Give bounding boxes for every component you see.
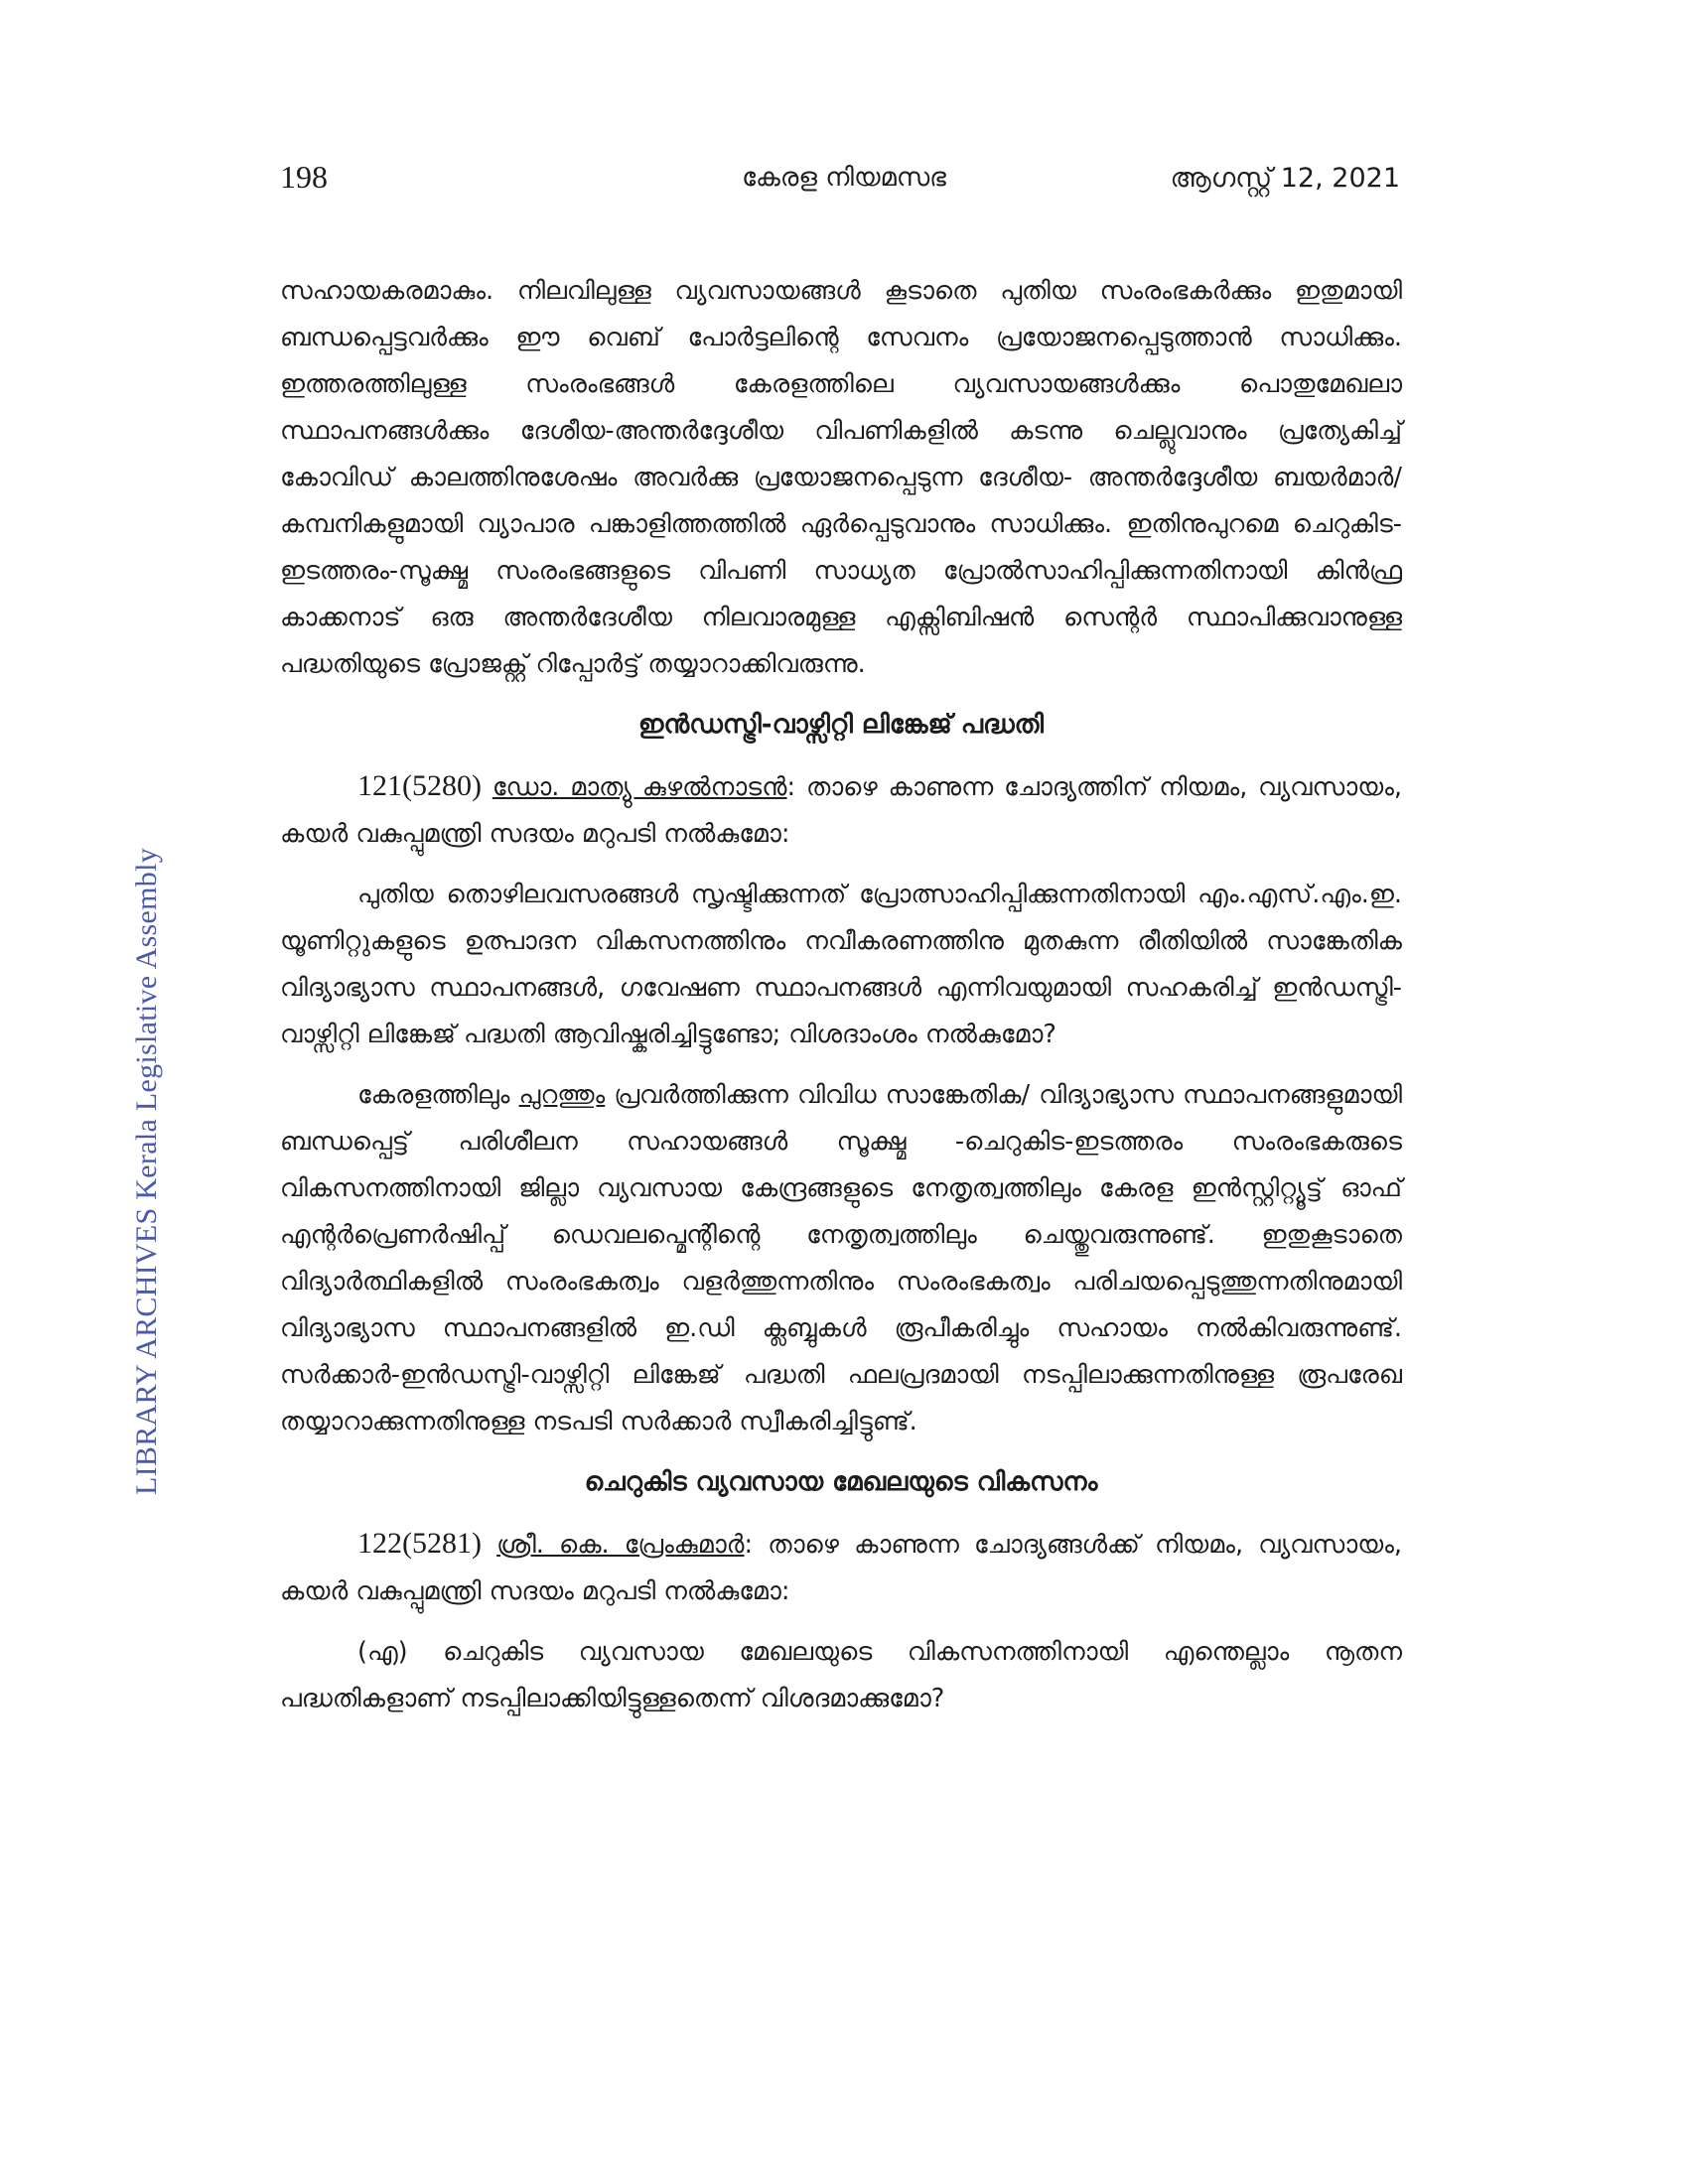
question-121-text: പുതിയ തൊഴിലവസരങ്ങൾ സൃഷ്ടിക്കുന്നത് പ്രോത്സാഹിപ്പിക്കുന്നതിനായി എം.എസ്.എം.ഇ. യൂണിറ്റുകളുടെ ഉത്പാദന വികസനത്തിനും നവീകരണത്തിനു മുതകുന്ന രീതിയിൽ സാങ്കേതിക വിദ്യാഭ്യാസ സ്ഥാപനങ്ങൾ, ഗവേഷണ സ്ഥാപനങ്ങൾ എന്നിവയുമായി സഹകരിച്ച് ഇൻഡസ്ട്രി-വാഴ്സിറ്റി ലിങ്കേജ് പദ്ധതി ആവിഷ്കരിച്ചിട്ടുണ്ടോ; വിശദാംശം നൽകുമോ? xyxy=(280,880,1402,1049)
answer-underlined-word: പുറത്തും xyxy=(518,1080,606,1110)
page-header-title: കേരള നിയമസഭ xyxy=(742,163,946,193)
answer-121-text xyxy=(280,1072,1402,1445)
question-122-part-a: (എ) ചെറുകിട വ്യവസായ മേഖലയുടെ വികസനത്തിനായി എന്തെല്ലാം നൂതന പദ്ധതികളാണ് നടപ്പിലാക്കിയിട്ടുള്ളതെന്ന് വിശദമാക്കുമോ? xyxy=(280,1637,1402,1713)
document-body xyxy=(280,268,1402,1722)
section-heading-industry-varsity: ഇൻഡസ്ട്രി-വാഴ്സിറ്റി ലിങ്കേജ് പദ്ധതി xyxy=(637,710,1045,740)
intro-paragraph: സഹായകരമാകും. നിലവിലുള്ള വ്യവസായങ്ങൾ കൂടാതെ പുതിയ സംരംഭകർക്കും ഇതുമായി ബന്ധപ്പെട്ടവർക്കും ഈ വെബ് പോർട്ടലിന്റെ സേവനം പ്രയോജനപ്പെടുത്താൻ സാധിക്കും. ഇത്തരത്തിലുള്ള സംരംഭങ്ങൾ കേരളത്തിലെ വ്യവസായങ്ങൾക്കും പൊതുമേഖലാ സ്ഥാപനങ്ങൾക്കും ദേശീയ-അന്തർദ്ദേശീയ വിപണികളിൽ കടന്നു ചെല്ലുവാനും പ്രത്യേകിച്ച് കോവിഡ് കാലത്തിനുശേഷം അവർക്കു പ്രയോജനപ്പെടുന്ന ദേശീയ- അന്തർദ്ദേശീയ ബയർമാർ/ കമ്പനികളുമായി വ്യാപാര പങ്കാളിത്തത്തിൽ ഏർപ്പെടുവാനും സാധിക്കും. ഇതിനുപുറമെ ചെറുകിട-ഇടത്തരം-സൂക്ഷ്മ സംരംഭങ്ങളുടെ വിപണി സാധ്യത പ്രോൽസാഹിപ്പിക്കുന്നതിനായി കിൻഫ്ര കാക്കനാട് ഒരു അന്തർദേശീയ നിലവാരമുള്ള എക്സിബിഷൻ സെന്റർ സ്ഥാപിക്കുവാനുള്ള പദ്ധതിയുടെ പ്രോജക്റ്റ് റിപ്പോർട്ട് തയ്യാറാക്കിവരുന്നു. xyxy=(280,276,1402,679)
question-121-intro xyxy=(280,762,1402,858)
member-name: ശ്രീ. കെ. പ്രേംകുമാർ xyxy=(496,1530,745,1560)
answer-text-start: കേരളത്തിലും xyxy=(357,1080,519,1110)
question-number: 121(5280) xyxy=(357,769,482,802)
section-heading-small-industry: ചെറുകിട വ്യവസായ മേഖലയുടെ വികസനം xyxy=(584,1467,1098,1497)
question-number: 122(5281) xyxy=(357,1527,482,1560)
member-name: ഡോ. മാത്യു കുഴൽനാടൻ xyxy=(492,772,787,802)
question-122-intro xyxy=(280,1520,1402,1615)
archive-watermark: LIBRARY ARCHIVES Kerala Legislative Assembly xyxy=(130,847,163,1496)
question-intro-text: : താഴെ കാണുന്ന ചോദ്യത്തിന് നിയമം, വ്യവസായം, കയർ വകുപ്പുമന്ത്രി സദയം മറുപടി നൽകുമോ: xyxy=(280,772,1402,849)
page-header-date: ആഗസ്റ്റ് 12, 2021 xyxy=(1170,163,1400,194)
question-intro-text: : താഴെ കാണുന്ന ചോദ്യങ്ങൾക്ക് നിയമം, വ്യവസായം, കയർ വകുപ്പുമന്ത്രി സദയം മറുപടി നൽകുമോ: xyxy=(280,1530,1402,1606)
page-number: 198 xyxy=(280,159,328,195)
answer-text-rest: പ്രവർത്തിക്കുന്ന വിവിധ സാങ്കേതിക/ വിദ്യാഭ്യാസ സ്ഥാപനങ്ങളുമായി ബന്ധപ്പെട്ട് പരിശീലന സഹായങ്ങൾ സൂക്ഷ്മ -ചെറുകിട-ഇടത്തരം സംരംഭകരുടെ വികസനത്തിനായി ജില്ലാ വ്യവസായ കേന്ദ്രങ്ങളുടെ നേതൃത്വത്തിലും കേരള ഇൻസ്റ്റിറ്റ്യൂട്ട് ഓഫ് എന്റർപ്രെണർഷിപ്പ് ഡെവലപ്മെന്റിന്റെ നേതൃത്വത്തിലും ചെയ്തുവരുന്നുണ്ട്. ഇതുകൂടാതെ വിദ്യാർത്ഥികളിൽ സംരംഭകത്വം വളർത്തുന്നതിനും സംരംഭകത്വം പരിചയപ്പെടുത്തുന്നതിനുമായി വിദ്യാഭ്യാസ സ്ഥാപനങ്ങളിൽ ഇ.ഡി ക്ലബ്ബുകൾ രൂപീകരിച്ചും സഹായം നൽകിവരുന്നുണ്ട്. സർക്കാർ-ഇൻഡസ്ട്രി-വാഴ്സിറ്റി ലിങ്കേജ് പദ്ധതി ഫലപ്രദമായി നടപ്പിലാക്കുന്നതിനുള്ള രൂപരേഖ തയ്യാറാക്കുന്നതിനുള്ള നടപടി സർക്കാർ സ്വീകരിച്ചിട്ടുണ്ട്. xyxy=(280,1080,1402,1436)
